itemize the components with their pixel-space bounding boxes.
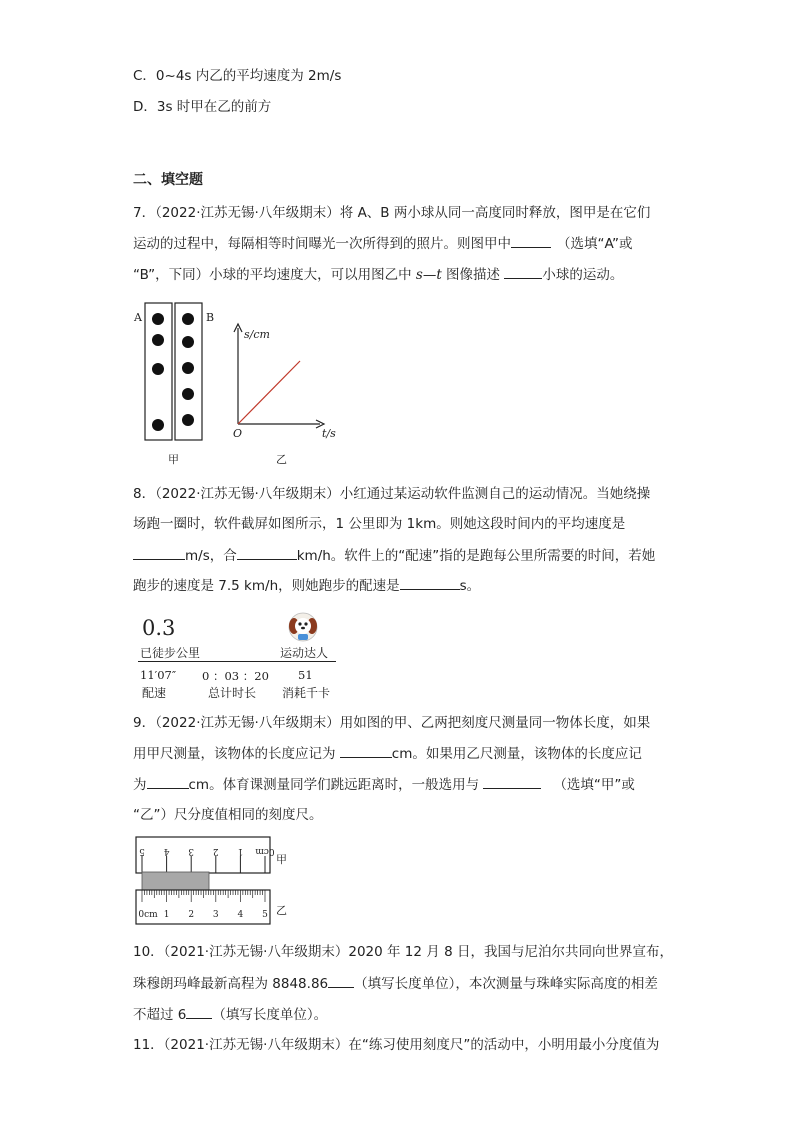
q8-blank-3[interactable] [400,575,460,590]
q11-line1: 11．（2021·江苏无锡·八年级期末）在“练习使用刻度尺”的活动中，小明用最小分度值为 [133,1037,660,1053]
q7-ball-b [182,414,194,426]
q8-line3 [133,545,655,566]
q8-line3-tail: km/h。软件上的“配速”指的是跑每公里所需要的时间，若她 [296,548,656,564]
q8-line4 [133,575,480,596]
app-divider [138,661,336,662]
q8-line2: 场跑一圈时，软件截屏如图所示，1 公里即为 1km。则她这段时间内的平均速度是 [133,516,626,532]
ruler-jia-tick-label: 2 [212,846,219,856]
q8-blank-2[interactable] [237,545,297,560]
q7-line3-mid: 图像描述 [441,267,505,283]
distance-value: 0.3 [142,616,176,640]
ruler-yi-tick-label: 3 [212,910,219,920]
calories-value: 51 [298,668,313,682]
q8-line4-tail: s。 [459,578,481,594]
ruler-jia-tick-label: 3 [188,846,195,856]
q10-line2-text: 珠穆朗玛峰最新高程为 8848.86 [133,976,329,992]
badge-label: 运动达人 [280,646,329,660]
running-app-screenshot [138,612,338,702]
q7-figure [130,298,350,468]
q9-line2-text: 用甲尺测量，该物体的长度应记为 [133,746,340,762]
q7-line3 [133,264,623,285]
q9-line2 [133,743,642,764]
q9-line3-text: 为 [133,777,147,793]
option-d: D．3s 时甲在乙的前方 [133,99,272,115]
q7-line3-tail: 小球的运动。 [542,267,624,283]
time-value: 0 ：03 ：20 [202,669,269,683]
ruler-jia-tick-label: 1 [237,846,244,856]
q10-line2 [133,973,658,994]
q7-line2-text: 运动的过程中，每隔相等时间曝光一次所得到的照片。则图甲中 [133,236,511,252]
q8-line1: 8．（2022·江苏无锡·八年级期末）小红通过某运动软件监测自己的运动情况。当她绕操 [133,486,651,502]
ruler-jia-tick-label: 4 [163,846,170,856]
q10-line1: 10．（2021·江苏无锡·八年级期末）2020 年 12 月 8 日，我国与尼泊尔共同向世界宣布， [133,944,673,960]
q9-line3 [133,774,635,795]
q10-line2-tail: （填写长度单位），本次测量与珠峰实际高度的相差 [354,976,658,992]
q7-t-symbol: t [436,267,442,283]
q7-ball-a [152,363,164,375]
q7-ball-a [152,334,164,346]
ruler-jia-body [136,837,270,873]
q9-line2-tail: cm。如果用乙尺测量，该物体的长度应记 [391,746,642,762]
q7-blank-1[interactable] [511,233,551,248]
ruler-jia [136,837,275,873]
pace-label: 配速 [142,686,167,700]
ruler-jia-tick-label: 0cm [255,846,275,856]
q9-line3-tail: （选填“甲”或 [553,777,635,793]
q9-line4: “乙”）尺分度值相同的刻度尺。 [133,807,323,823]
q7-ball-b [182,336,194,348]
q7-line3-text: “B”，下同）小球的平均速度大，可以用图乙中 [133,267,416,283]
q7-st-line [238,361,300,424]
distance-label: 已徒步公里 [140,646,201,660]
q10-blank-1[interactable] [328,973,354,988]
ruler-yi-tick-label: 4 [237,910,244,920]
q10-line3-tail: （填写长度单位）。 [212,1007,328,1023]
q7-x-axis-label: t/s [322,427,336,440]
q10-line3 [133,1004,327,1025]
time-label: 总计时长 [208,686,257,700]
measured-object [142,872,209,890]
q9-blank-1[interactable] [340,743,392,758]
ruler-yi-tick-label: 0cm [138,910,158,920]
q7-s-symbol: s [415,267,423,283]
q7-ball-b [182,362,194,374]
q7-label-b: B [206,311,215,324]
q7-origin-label: O [233,427,243,440]
q7-ball-a [152,419,164,431]
pace-value: 11′07″ [140,668,177,682]
ruler-yi-tick-label: 2 [188,910,195,920]
q7-blank-2[interactable] [504,264,542,279]
ruler-yi-label: 乙 [276,904,287,917]
q8-line3-text: m/s，合 [185,548,237,564]
q9-blank-3[interactable] [483,774,541,789]
q7-ball-b [182,313,194,325]
ruler-yi [136,890,270,924]
ruler-jia-label: 甲 [276,853,287,866]
q7-ball-b [182,388,194,400]
q7-y-axis-label: s/cm [244,328,270,341]
q7-caption-yi: 乙 [276,453,287,466]
section-title: 二、填空题 [133,172,203,188]
ruler-yi-tick-label: 1 [163,910,170,920]
ruler-jia-tick-label: 5 [139,846,145,856]
q9-line3-mid: cm。体育课测量同学们跳远距离时，一般选用与 [188,777,484,793]
q7-line2 [133,233,633,254]
q8-blank-1[interactable] [133,545,185,560]
calories-label: 消耗千卡 [282,686,331,700]
q7-ball-a [152,313,164,325]
q7-label-a: A [134,311,142,324]
q10-line3-text: 不超过 6 [133,1007,187,1023]
ruler-yi-tick-label: 5 [262,910,268,920]
q9-ruler-figure [130,834,300,930]
dog-avatar-icon [286,612,320,644]
q9-line1: 9．（2022·江苏无锡·八年级期末）用如图的甲、乙两把刻度尺测量同一物体长度，如果 [133,715,651,731]
option-c: C．0~4s 内乙的平均速度为 2m/s [133,68,342,84]
q8-line4-text: 跑步的速度是 7.5 km/h，则她跑步的配速是 [133,578,400,594]
q7-caption-jia: 甲 [168,453,179,466]
q10-blank-2[interactable] [186,1004,212,1019]
q7-line1: 7．（2022·江苏无锡·八年级期末）将 A、B 两小球从同一高度同时释放，图甲是在它们 [133,205,651,221]
q7-line2-tail: （选填“A”或 [557,236,633,252]
q7-dash: — [422,267,437,283]
q9-blank-2[interactable] [147,774,189,789]
